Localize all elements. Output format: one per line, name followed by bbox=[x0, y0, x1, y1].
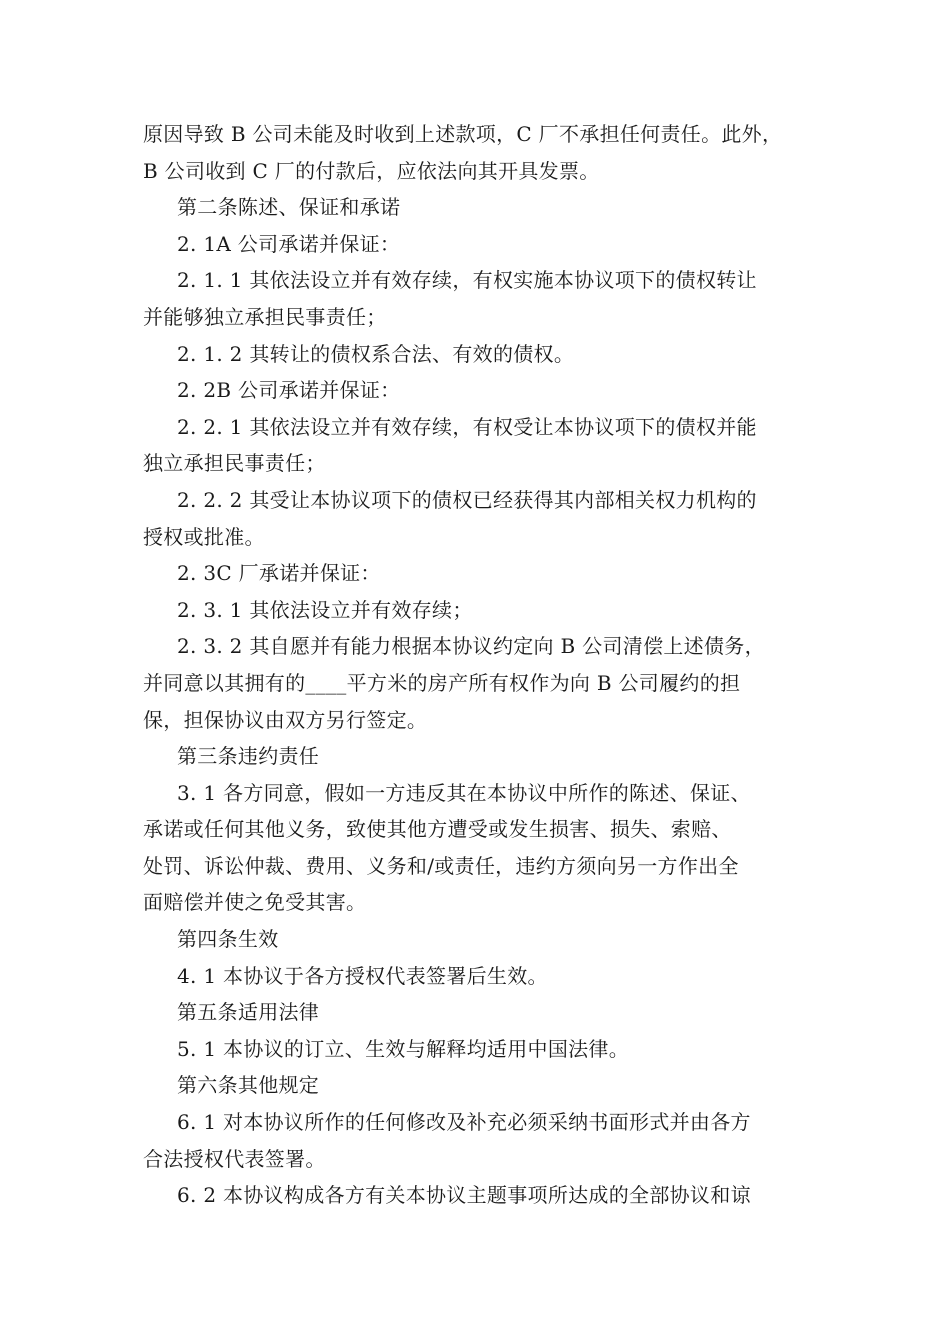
section-heading: 第五条适用法律 bbox=[177, 1000, 320, 1025]
clause-heading: 2. 1A 公司承诺并保证： bbox=[177, 231, 401, 256]
text-line: 5. 1 本协议的订立、生效与解释均适用中国法律。 bbox=[177, 1036, 630, 1061]
text-line: B 公司收到 C 厂的付款后，应依法向其开具发票。 bbox=[143, 158, 600, 183]
document-body bbox=[143, 116, 813, 1214]
text-line: 并能够独立承担民事责任； bbox=[143, 304, 387, 329]
text-line: 面赔偿并使之免受其害。 bbox=[143, 890, 367, 915]
text-line: 保，担保协议由双方另行签定。 bbox=[143, 707, 428, 732]
text-line: 2. 2. 2 其受让本协议项下的债权已经获得其内部相关权力机构的 bbox=[177, 487, 757, 512]
text-line: 2. 1. 1 其依法设立并有效存续，有权实施本协议项下的债权转让 bbox=[177, 268, 757, 293]
text-line: 并同意以其拥有的____平方米的房产所有权作为向 B 公司履约的担 bbox=[143, 670, 741, 695]
section-heading: 第二条陈述、保证和承诺 bbox=[177, 195, 401, 220]
section-heading: 第三条违约责任 bbox=[177, 744, 320, 769]
text-line: 独立承担民事责任； bbox=[143, 451, 326, 476]
text-line: 原因导致 B 公司未能及时收到上述款项，C 厂不承担任何责任。此外， bbox=[143, 122, 783, 146]
text-line: 6. 2 本协议构成各方有关本协议主题事项所达成的全部协议和谅 bbox=[177, 1183, 751, 1208]
text-line: 2. 3. 1 其依法设立并有效存续； bbox=[177, 597, 473, 622]
text-line: 承诺或任何其他义务，致使其他方遭受或发生损害、损失、索赔、 bbox=[143, 817, 732, 842]
text-line: 4. 1 本协议于各方授权代表签署后生效。 bbox=[177, 963, 548, 988]
clause-heading: 2. 3C 厂承诺并保证： bbox=[177, 561, 381, 586]
clause-heading: 2. 2B 公司承诺并保证： bbox=[177, 378, 401, 403]
section-heading: 第四条生效 bbox=[177, 927, 279, 952]
text-line: 授权或批准。 bbox=[143, 524, 265, 549]
text-line: 2. 2. 1 其依法设立并有效存续，有权受让本协议项下的债权并能 bbox=[177, 414, 757, 439]
section-heading: 第六条其他规定 bbox=[177, 1073, 320, 1098]
text-line: 处罚、诉讼仲裁、费用、义务和/或责任，违约方须向另一方作出全 bbox=[143, 853, 739, 878]
text-line: 2. 3. 2 其自愿并有能力根据本协议约定向 B 公司清偿上述债务， bbox=[177, 634, 765, 659]
text-line: 合法授权代表签署。 bbox=[143, 1146, 326, 1171]
text-line: 3. 1 各方同意，假如一方违反其在本协议中所作的陈述、保证、 bbox=[177, 780, 751, 805]
text-line: 6. 1 对本协议所作的任何修改及补充必须采纳书面形式并由各方 bbox=[177, 1110, 751, 1135]
text-line: 2. 1. 2 其转让的债权系合法、有效的债权。 bbox=[177, 341, 575, 366]
